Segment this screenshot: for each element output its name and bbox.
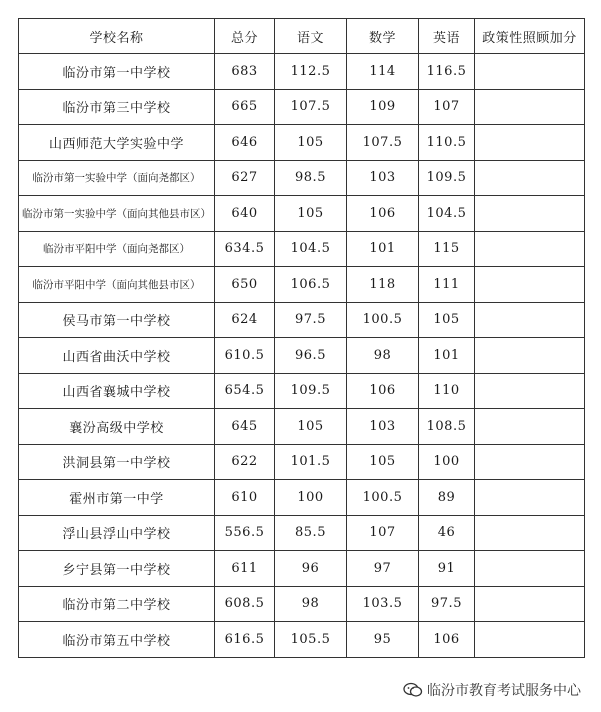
table-row [19,586,585,622]
chinese-score-cell: 101.5 [275,444,347,480]
table-row [19,622,585,658]
total-score-cell: 634.5 [215,231,275,267]
total-score-cell: 608.5 [215,586,275,622]
english-score-cell: 46 [419,515,475,551]
policy-bonus-cell [475,267,585,303]
math-score-cell: 95 [347,622,419,658]
table-row [19,231,585,267]
school-name-cell: 山西省曲沃中学校 [19,338,215,374]
math-score-cell: 109 [347,89,419,125]
math-score-cell: 97 [347,551,419,587]
school-name-cell: 临汾市第二中学校 [19,586,215,622]
watermark [403,680,581,700]
table-row [19,125,585,161]
total-score-cell: 665 [215,89,275,125]
school-name-cell: 浮山县浮山中学校 [19,515,215,551]
math-score-cell: 114 [347,54,419,90]
policy-bonus-cell [475,480,585,516]
header-policy-bonus: 政策性照顾加分 [475,19,585,54]
chinese-score-cell: 107.5 [275,89,347,125]
math-score-cell: 100.5 [347,302,419,338]
total-score-cell: 645 [215,409,275,445]
chinese-score-cell: 96 [275,551,347,587]
table-row [19,409,585,445]
header-chinese: 语文 [275,19,347,54]
total-score-cell: 646 [215,125,275,161]
table-row [19,480,585,516]
chinese-score-cell: 85.5 [275,515,347,551]
math-score-cell: 103 [347,160,419,196]
table-row [19,89,585,125]
table-row [19,160,585,196]
english-score-cell: 89 [419,480,475,516]
total-score-cell: 616.5 [215,622,275,658]
school-name-cell: 临汾市第一实验中学（面向其他县市区） [19,196,215,232]
school-name-cell: 山西省襄城中学校 [19,373,215,409]
total-score-cell: 650 [215,267,275,303]
english-score-cell: 110 [419,373,475,409]
chinese-score-cell: 112.5 [275,54,347,90]
table-row [19,515,585,551]
english-score-cell: 108.5 [419,409,475,445]
table-row [19,196,585,232]
math-score-cell: 106 [347,373,419,409]
school-name-cell: 山西师范大学实验中学 [19,125,215,161]
english-score-cell: 97.5 [419,586,475,622]
english-score-cell: 111 [419,267,475,303]
math-score-cell: 107 [347,515,419,551]
english-score-cell: 100 [419,444,475,480]
table-row [19,54,585,90]
math-score-cell: 100.5 [347,480,419,516]
total-score-cell: 654.5 [215,373,275,409]
math-score-cell: 98 [347,338,419,374]
math-score-cell: 118 [347,267,419,303]
policy-bonus-cell [475,231,585,267]
chinese-score-cell: 98 [275,586,347,622]
chinese-score-cell: 104.5 [275,231,347,267]
header-english: 英语 [419,19,475,54]
policy-bonus-cell [475,196,585,232]
total-score-cell: 556.5 [215,515,275,551]
english-score-cell: 107 [419,89,475,125]
math-score-cell: 101 [347,231,419,267]
header-school-name: 学校名称 [19,19,215,54]
total-score-cell: 610.5 [215,338,275,374]
english-score-cell: 105 [419,302,475,338]
chinese-score-cell: 98.5 [275,160,347,196]
school-name-cell: 侯马市第一中学校 [19,302,215,338]
english-score-cell: 106 [419,622,475,658]
policy-bonus-cell [475,89,585,125]
total-score-cell: 640 [215,196,275,232]
policy-bonus-cell [475,373,585,409]
wechat-official-account-icon [403,682,423,698]
english-score-cell: 116.5 [419,54,475,90]
policy-bonus-cell [475,444,585,480]
english-score-cell: 110.5 [419,125,475,161]
school-name-cell: 临汾市第一实验中学（面向尧都区） [19,160,215,196]
table-body [19,54,585,658]
table-row [19,551,585,587]
school-name-cell: 临汾市平阳中学（面向其他县市区） [19,267,215,303]
policy-bonus-cell [475,338,585,374]
total-score-cell: 611 [215,551,275,587]
total-score-cell: 683 [215,54,275,90]
policy-bonus-cell [475,551,585,587]
table-header-row [19,19,585,54]
english-score-cell: 101 [419,338,475,374]
english-score-cell: 109.5 [419,160,475,196]
table-row [19,444,585,480]
math-score-cell: 103 [347,409,419,445]
total-score-cell: 622 [215,444,275,480]
watermark-text: 临汾市教育考试服务中心 [427,683,581,699]
score-table [18,18,585,658]
math-score-cell: 107.5 [347,125,419,161]
school-name-cell: 襄汾高级中学校 [19,409,215,445]
english-score-cell: 104.5 [419,196,475,232]
school-name-cell: 洪洞县第一中学校 [19,444,215,480]
math-score-cell: 103.5 [347,586,419,622]
chinese-score-cell: 105 [275,409,347,445]
school-name-cell: 临汾市第一中学校 [19,54,215,90]
chinese-score-cell: 96.5 [275,338,347,374]
english-score-cell: 115 [419,231,475,267]
total-score-cell: 610 [215,480,275,516]
chinese-score-cell: 106.5 [275,267,347,303]
chinese-score-cell: 97.5 [275,302,347,338]
school-name-cell: 霍州市第一中学 [19,480,215,516]
policy-bonus-cell [475,160,585,196]
school-name-cell: 临汾市平阳中学（面向尧都区） [19,231,215,267]
chinese-score-cell: 109.5 [275,373,347,409]
policy-bonus-cell [475,125,585,161]
table-row [19,373,585,409]
chinese-score-cell: 105 [275,125,347,161]
policy-bonus-cell [475,409,585,445]
table-row [19,267,585,303]
english-score-cell: 91 [419,551,475,587]
table-row [19,338,585,374]
table-row [19,302,585,338]
policy-bonus-cell [475,586,585,622]
policy-bonus-cell [475,515,585,551]
policy-bonus-cell [475,302,585,338]
chinese-score-cell: 105 [275,196,347,232]
school-name-cell: 临汾市第五中学校 [19,622,215,658]
policy-bonus-cell [475,54,585,90]
total-score-cell: 627 [215,160,275,196]
chinese-score-cell: 100 [275,480,347,516]
school-name-cell: 临汾市第三中学校 [19,89,215,125]
school-name-cell: 乡宁县第一中学校 [19,551,215,587]
math-score-cell: 105 [347,444,419,480]
math-score-cell: 106 [347,196,419,232]
policy-bonus-cell [475,622,585,658]
header-total: 总分 [215,19,275,54]
header-math: 数学 [347,19,419,54]
total-score-cell: 624 [215,302,275,338]
chinese-score-cell: 105.5 [275,622,347,658]
